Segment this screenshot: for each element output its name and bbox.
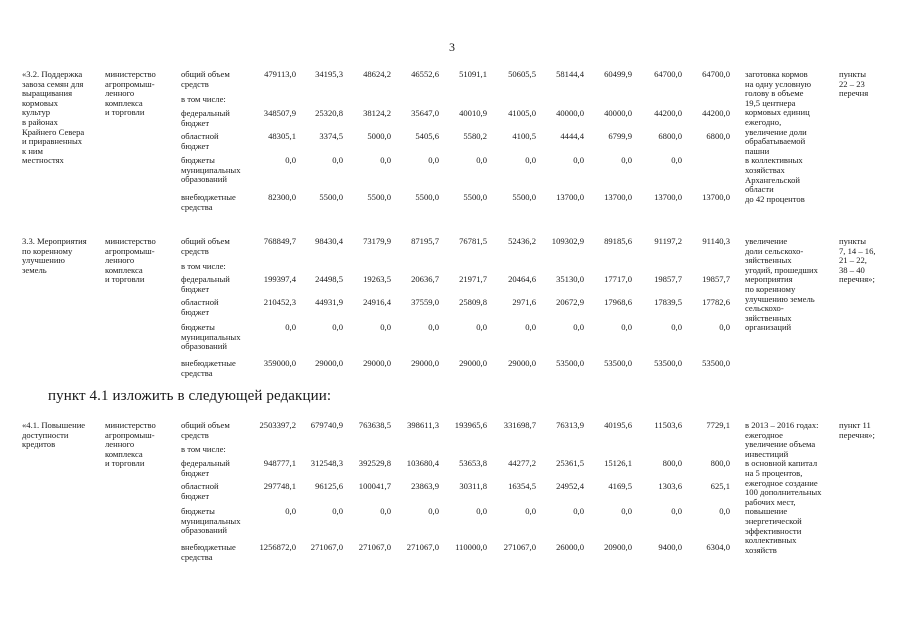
value-cell: 98430,4 bbox=[315, 236, 343, 246]
value-cell: 19263,5 bbox=[363, 274, 391, 284]
value-cell: 331698,7 bbox=[503, 420, 536, 430]
value-cell: 0,0 bbox=[621, 322, 632, 332]
value-cell: 6800,0 bbox=[658, 131, 682, 141]
value-cell: 800,0 bbox=[662, 458, 682, 468]
block-1-source-incl: в том числе: bbox=[181, 94, 226, 104]
value-cell: 0,0 bbox=[573, 506, 584, 516]
block-1-result: заготовка кормов на одну условную голову в объеме 19,5 центнера кормовых единиц ежегодно, увеличение доли обрабатываемой пашни в коллективных хозяйствах Архангельской области до 42 процентов bbox=[745, 69, 812, 204]
value-cell: 20636,7 bbox=[411, 274, 439, 284]
block-3-source-total: общий объем средств bbox=[181, 420, 230, 440]
value-cell: 48305,1 bbox=[268, 131, 296, 141]
value-cell: 53653,8 bbox=[459, 458, 487, 468]
value-cell: 76781,5 bbox=[459, 236, 487, 246]
value-cell: 25809,8 bbox=[459, 297, 487, 307]
block-1-name: «3.2. Поддержка завоза семян для выращивания кормовых культур в районах Крайнего Севера и приравненных к ним местностях bbox=[22, 69, 85, 166]
block-2-source-municipal: бюджеты муниципальных образований bbox=[181, 322, 241, 352]
value-cell: 29000,0 bbox=[411, 358, 439, 368]
value-cell: 82300,0 bbox=[268, 192, 296, 202]
value-cell: 24952,4 bbox=[556, 481, 584, 491]
value-cell: 6304,0 bbox=[706, 542, 730, 552]
value-cell: 297748,1 bbox=[263, 481, 296, 491]
value-cell: 5500,0 bbox=[463, 192, 487, 202]
value-cell: 0,0 bbox=[380, 155, 391, 165]
value-cell: 53500,0 bbox=[702, 358, 730, 368]
value-cell: 0,0 bbox=[380, 322, 391, 332]
value-cell: 0,0 bbox=[671, 322, 682, 332]
block-2-reference: пункты 7, 14 – 16, 21 – 22, 38 – 40 перечня»; bbox=[839, 236, 876, 285]
block-2-source-total: общий объем средств bbox=[181, 236, 230, 256]
value-cell: 271067,0 bbox=[406, 542, 439, 552]
value-cell: 5500,0 bbox=[319, 192, 343, 202]
value-cell: 44200,0 bbox=[654, 108, 682, 118]
value-cell: 76313,9 bbox=[556, 420, 584, 430]
value-cell: 4444,4 bbox=[560, 131, 584, 141]
value-cell: 100041,7 bbox=[358, 481, 391, 491]
value-cell: 25320,8 bbox=[315, 108, 343, 118]
value-cell: 53500,0 bbox=[654, 358, 682, 368]
value-cell: 23863,9 bbox=[411, 481, 439, 491]
value-cell: 50605,5 bbox=[508, 69, 536, 79]
value-cell: 0,0 bbox=[525, 155, 536, 165]
value-cell: 1303,6 bbox=[658, 481, 682, 491]
value-cell: 35647,0 bbox=[411, 108, 439, 118]
block-1-reference: пункты 22 – 23 перечня bbox=[839, 69, 869, 99]
block-1-source-municipal: бюджеты муниципальных образований bbox=[181, 155, 241, 185]
value-cell: 16354,5 bbox=[508, 481, 536, 491]
value-cell: 763638,5 bbox=[358, 420, 391, 430]
value-cell: 13700,0 bbox=[556, 192, 584, 202]
value-cell: 51091,1 bbox=[459, 69, 487, 79]
block-2-name: 3.3. Мероприятия по коренному улучшению земель bbox=[22, 236, 87, 275]
value-cell: 193965,6 bbox=[454, 420, 487, 430]
value-cell: 7729,1 bbox=[706, 420, 730, 430]
block-3-source-incl: в том числе: bbox=[181, 444, 226, 454]
value-cell: 0,0 bbox=[476, 155, 487, 165]
value-cell: 0,0 bbox=[671, 506, 682, 516]
block-3-source-regional: областной бюджет bbox=[181, 481, 219, 501]
value-cell: 24498,5 bbox=[315, 274, 343, 284]
value-cell: 0,0 bbox=[525, 506, 536, 516]
value-cell: 5000,0 bbox=[367, 131, 391, 141]
value-cell: 110000,0 bbox=[455, 542, 487, 552]
value-cell: 5500,0 bbox=[367, 192, 391, 202]
value-cell: 679740,9 bbox=[310, 420, 343, 430]
value-cell: 29000,0 bbox=[315, 358, 343, 368]
block-2-source-offbudget: внебюджетные средства bbox=[181, 358, 236, 378]
value-cell: 60499,9 bbox=[604, 69, 632, 79]
value-cell: 73179,9 bbox=[363, 236, 391, 246]
value-cell: 0,0 bbox=[476, 322, 487, 332]
value-cell: 0,0 bbox=[428, 155, 439, 165]
value-cell: 13700,0 bbox=[604, 192, 632, 202]
value-cell: 96125,6 bbox=[315, 481, 343, 491]
value-cell: 359000,0 bbox=[263, 358, 296, 368]
value-cell: 0,0 bbox=[285, 506, 296, 516]
value-cell: 40000,0 bbox=[604, 108, 632, 118]
block-2-executor: министерство агропромыш- ленного комплекса и торговли bbox=[105, 236, 156, 285]
value-cell: 312548,3 bbox=[310, 458, 343, 468]
value-cell: 398611,3 bbox=[407, 420, 439, 430]
value-cell: 53500,0 bbox=[556, 358, 584, 368]
value-cell: 1256872,0 bbox=[259, 542, 296, 552]
block-3-source-offbudget: внебюджетные средства bbox=[181, 542, 236, 562]
value-cell: 44277,2 bbox=[508, 458, 536, 468]
value-cell: 0,0 bbox=[332, 155, 343, 165]
value-cell: 35130,0 bbox=[556, 274, 584, 284]
value-cell: 29000,0 bbox=[508, 358, 536, 368]
value-cell: 271067,0 bbox=[310, 542, 343, 552]
value-cell: 0,0 bbox=[671, 155, 682, 165]
value-cell: 0,0 bbox=[621, 155, 632, 165]
value-cell: 5580,2 bbox=[463, 131, 487, 141]
value-cell: 0,0 bbox=[621, 506, 632, 516]
value-cell: 48624,2 bbox=[363, 69, 391, 79]
value-cell: 5500,0 bbox=[415, 192, 439, 202]
block-2-source-federal: федеральный бюджет bbox=[181, 274, 230, 294]
block-3-executor: министерство агропромыш- ленного комплекса и торговли bbox=[105, 420, 156, 469]
value-cell: 0,0 bbox=[573, 155, 584, 165]
value-cell: 44931,9 bbox=[315, 297, 343, 307]
block-2-result: увеличение доли сельскохо- зяйственных угодий, прошедших мероприятия по коренному улучшению земель сельскохо- зяйственных организаций bbox=[745, 236, 818, 333]
value-cell: 0,0 bbox=[380, 506, 391, 516]
value-cell: 64700,0 bbox=[654, 69, 682, 79]
value-cell: 37559,0 bbox=[411, 297, 439, 307]
value-cell: 40195,6 bbox=[604, 420, 632, 430]
value-cell: 109302,9 bbox=[551, 236, 584, 246]
value-cell: 0,0 bbox=[428, 322, 439, 332]
value-cell: 271067,0 bbox=[358, 542, 391, 552]
value-cell: 40010,9 bbox=[459, 108, 487, 118]
value-cell: 46552,6 bbox=[411, 69, 439, 79]
block-3-source-federal: федеральный бюджет bbox=[181, 458, 230, 478]
value-cell: 15126,1 bbox=[604, 458, 632, 468]
block-1-executor: министерство агропромыш- ленного комплекса и торговли bbox=[105, 69, 156, 118]
value-cell: 87195,7 bbox=[411, 236, 439, 246]
block-2-source-regional: областной бюджет bbox=[181, 297, 219, 317]
value-cell: 625,1 bbox=[710, 481, 730, 491]
value-cell: 40000,0 bbox=[556, 108, 584, 118]
value-cell: 41005,0 bbox=[508, 108, 536, 118]
value-cell: 20464,6 bbox=[508, 274, 536, 284]
page-number: 3 bbox=[449, 40, 455, 54]
value-cell: 392529,8 bbox=[358, 458, 391, 468]
value-cell: 11503,6 bbox=[654, 420, 682, 430]
value-cell: 13700,0 bbox=[654, 192, 682, 202]
value-cell: 19857,7 bbox=[702, 274, 730, 284]
value-cell: 21971,7 bbox=[459, 274, 487, 284]
block-1-source-total: общий объем средств bbox=[181, 69, 230, 89]
block-1-source-federal: федеральный бюджет bbox=[181, 108, 230, 128]
block-3-source-municipal: бюджеты муниципальных образований bbox=[181, 506, 241, 536]
value-cell: 38124,2 bbox=[363, 108, 391, 118]
value-cell: 210452,3 bbox=[263, 297, 296, 307]
value-cell: 19857,7 bbox=[654, 274, 682, 284]
value-cell: 17717,0 bbox=[604, 274, 632, 284]
block-3-result: в 2013 – 2016 годах: ежегодное увеличение объема инвестиций в основной капитал на 5 процентов, ежегодное создание 100 дополнительных рабочих мест, повышение энергетической эффективности коллективных хозяйств bbox=[745, 420, 822, 555]
value-cell: 0,0 bbox=[332, 322, 343, 332]
value-cell: 26000,0 bbox=[556, 542, 584, 552]
value-cell: 29000,0 bbox=[459, 358, 487, 368]
block-2-source-incl: в том числе: bbox=[181, 261, 226, 271]
value-cell: 25361,5 bbox=[556, 458, 584, 468]
value-cell: 800,0 bbox=[710, 458, 730, 468]
value-cell: 9400,0 bbox=[658, 542, 682, 552]
value-cell: 0,0 bbox=[573, 322, 584, 332]
value-cell: 4169,5 bbox=[608, 481, 632, 491]
value-cell: 52436,2 bbox=[508, 236, 536, 246]
value-cell: 34195,3 bbox=[315, 69, 343, 79]
block-3-reference: пункт 11 перечня»; bbox=[839, 420, 875, 440]
value-cell: 3374,5 bbox=[319, 131, 343, 141]
value-cell: 6799,9 bbox=[608, 131, 632, 141]
value-cell: 24916,4 bbox=[363, 297, 391, 307]
value-cell: 479113,0 bbox=[264, 69, 296, 79]
value-cell: 0,0 bbox=[285, 322, 296, 332]
value-cell: 271067,0 bbox=[503, 542, 536, 552]
value-cell: 348507,9 bbox=[263, 108, 296, 118]
value-cell: 0,0 bbox=[332, 506, 343, 516]
value-cell: 103680,4 bbox=[406, 458, 439, 468]
value-cell: 29000,0 bbox=[363, 358, 391, 368]
value-cell: 53500,0 bbox=[604, 358, 632, 368]
value-cell: 91140,3 bbox=[702, 236, 730, 246]
value-cell: 5500,0 bbox=[512, 192, 536, 202]
value-cell: 0,0 bbox=[525, 322, 536, 332]
value-cell: 17968,6 bbox=[604, 297, 632, 307]
value-cell: 64700,0 bbox=[702, 69, 730, 79]
value-cell: 44200,0 bbox=[702, 108, 730, 118]
value-cell: 30311,8 bbox=[459, 481, 487, 491]
section-heading: пункт 4.1 изложить в следующей редакции: bbox=[48, 388, 332, 404]
value-cell: 199397,4 bbox=[263, 274, 296, 284]
value-cell: 0,0 bbox=[428, 506, 439, 516]
value-cell: 13700,0 bbox=[702, 192, 730, 202]
value-cell: 17839,5 bbox=[654, 297, 682, 307]
value-cell: 20900,0 bbox=[604, 542, 632, 552]
value-cell: 0,0 bbox=[719, 322, 730, 332]
value-cell: 2971,6 bbox=[512, 297, 536, 307]
value-cell: 17782,6 bbox=[702, 297, 730, 307]
value-cell: 5405,6 bbox=[415, 131, 439, 141]
value-cell: 948777,1 bbox=[263, 458, 296, 468]
value-cell: 0,0 bbox=[285, 155, 296, 165]
value-cell: 91197,2 bbox=[654, 236, 682, 246]
block-1-source-offbudget: внебюджетные средства bbox=[181, 192, 236, 212]
value-cell: 0,0 bbox=[476, 506, 487, 516]
block-1-source-regional: областной бюджет bbox=[181, 131, 219, 151]
value-cell: 4100,5 bbox=[512, 131, 536, 141]
value-cell: 0,0 bbox=[719, 506, 730, 516]
value-cell: 20672,9 bbox=[556, 297, 584, 307]
value-cell: 89185,6 bbox=[604, 236, 632, 246]
value-cell: 2503397,2 bbox=[259, 420, 296, 430]
value-cell: 6800,0 bbox=[706, 131, 730, 141]
value-cell: 58144,4 bbox=[556, 69, 584, 79]
value-cell: 768849,7 bbox=[263, 236, 296, 246]
block-3-name: «4.1. Повышение доступности кредитов bbox=[22, 420, 86, 450]
